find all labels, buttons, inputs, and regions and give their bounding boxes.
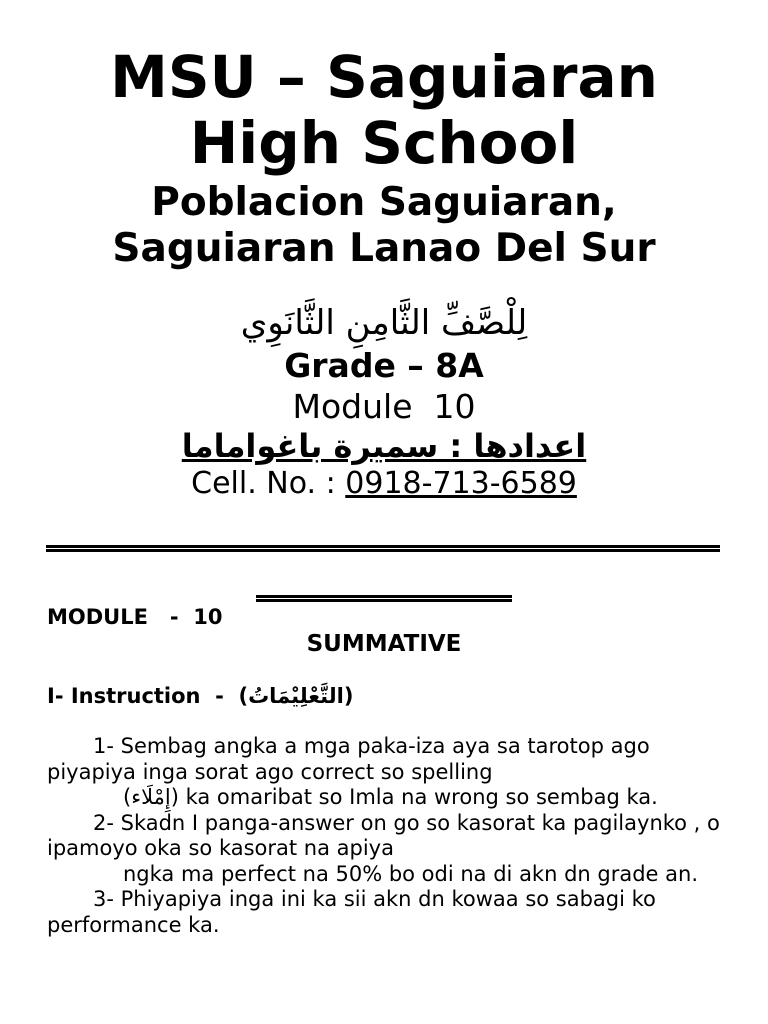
cell-label: Cell. No. : [191, 466, 346, 501]
arabic-class-title: لِلْصَّفِّ الثَّامِنِ الثَّانَوِي [240, 303, 528, 343]
module-section-label: MODULE - 10 [47, 605, 223, 629]
summative-heading: SUMMATIVE [306, 631, 462, 657]
grade-label: Grade – 8A [284, 346, 484, 385]
address-line2: Saguiaran Lanao Del Sur [112, 226, 656, 271]
instruction-item-2: 2- Skadn I panga-answer on go so kasorat ka pagilaynko , o ipamoyo oka so kasorat na apiya [47, 810, 720, 860]
school-name-line1: MSU – Saguiaran [110, 43, 658, 111]
school-name-line2: High School [189, 109, 579, 177]
school-address [0, 180, 768, 272]
instruction-item-2-continued: ngka ma perfect na 50% bo odi na di akn dn grade an. [123, 861, 699, 886]
instruction-item-1: 1- Sembag angka a mga paka-iza aya sa tarotop ago piyapiya inga sorat ago correct so spelling [47, 734, 650, 784]
short-double-divider [256, 595, 512, 602]
instruction-item-3: 3- Phiyapiya inga ini ka sii akn dn kowaa so sabagi ko performance ka. [47, 887, 656, 937]
cell-number-line [0, 464, 768, 504]
instruction-item-1-continued: (إِمْلَاء) ka omaribat so Imla na wrong so sembag ka. [123, 785, 658, 809]
instructions-body [47, 734, 727, 938]
instruction-heading: I- Instruction - (التَّعْلِيْمَاتُ) [47, 684, 354, 708]
module-number: Module 10 [292, 387, 476, 426]
cell-number: 0918-713-6589 [345, 466, 577, 501]
address-line1: Poblacion Saguiaran, [151, 180, 617, 225]
author-line: اعدادها : سميرة باغواماما [181, 427, 587, 465]
double-divider [46, 545, 720, 552]
school-name [0, 44, 768, 176]
